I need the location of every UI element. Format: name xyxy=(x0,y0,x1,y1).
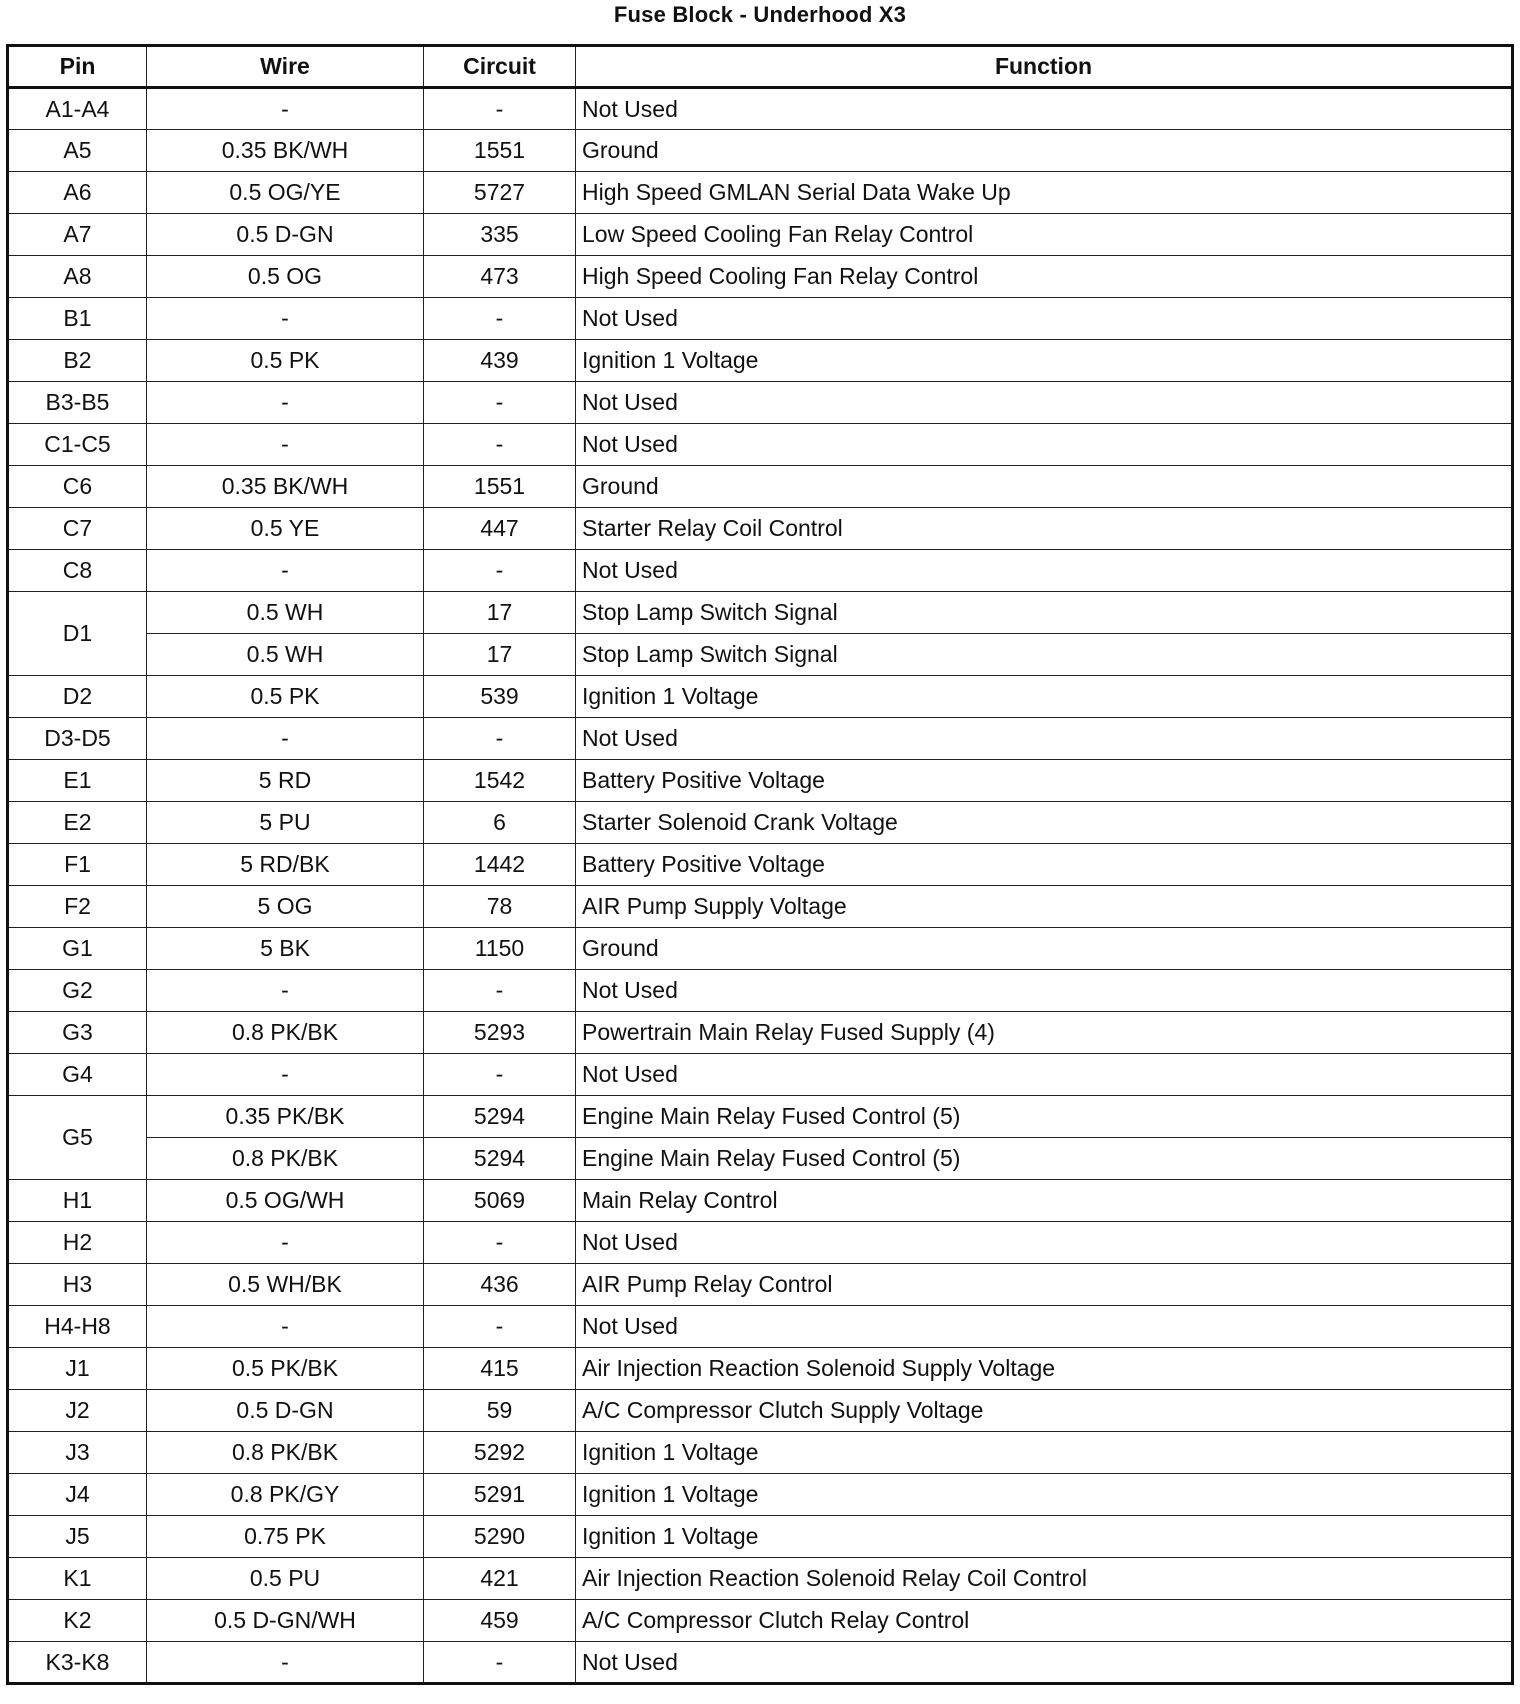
cell-function: Powertrain Main Relay Fused Supply (4) xyxy=(576,1012,1513,1054)
cell-wire: - xyxy=(147,970,424,1012)
cell-circuit: 1150 xyxy=(424,928,576,970)
cell-wire: 0.5 OG/YE xyxy=(147,172,424,214)
cell-circuit: 5291 xyxy=(424,1474,576,1516)
cell-circuit: 1442 xyxy=(424,844,576,886)
cell-pin: E2 xyxy=(8,802,147,844)
cell-function: Ignition 1 Voltage xyxy=(576,1516,1513,1558)
cell-function: Not Used xyxy=(576,382,1513,424)
cell-function: Air Injection Reaction Solenoid Supply Voltage xyxy=(576,1348,1513,1390)
table-row xyxy=(8,1306,1513,1348)
header-row xyxy=(8,46,1513,88)
cell-wire: 5 OG xyxy=(147,886,424,928)
table-body xyxy=(8,88,1513,1684)
table-row xyxy=(8,130,1513,172)
table-row xyxy=(8,256,1513,298)
cell-circuit: 436 xyxy=(424,1264,576,1306)
cell-function: Ground xyxy=(576,466,1513,508)
table-row xyxy=(8,382,1513,424)
cell-function: Starter Solenoid Crank Voltage xyxy=(576,802,1513,844)
cell-circuit: - xyxy=(424,88,576,130)
cell-pin: C8 xyxy=(8,550,147,592)
cell-pin: A7 xyxy=(8,214,147,256)
cell-circuit: - xyxy=(424,550,576,592)
cell-circuit: 6 xyxy=(424,802,576,844)
cell-circuit: 1542 xyxy=(424,760,576,802)
cell-function: Not Used xyxy=(576,298,1513,340)
cell-wire: 0.5 PK xyxy=(147,340,424,382)
cell-circuit: 459 xyxy=(424,1600,576,1642)
cell-function: Not Used xyxy=(576,1054,1513,1096)
cell-wire: 0.5 YE xyxy=(147,508,424,550)
cell-wire: 0.8 PK/BK xyxy=(147,1012,424,1054)
table-row xyxy=(8,1138,1513,1180)
cell-circuit: 539 xyxy=(424,676,576,718)
cell-pin: B1 xyxy=(8,298,147,340)
cell-pin: B2 xyxy=(8,340,147,382)
cell-pin: K1 xyxy=(8,1558,147,1600)
cell-circuit: - xyxy=(424,1642,576,1684)
cell-pin: K2 xyxy=(8,1600,147,1642)
cell-function: AIR Pump Relay Control xyxy=(576,1264,1513,1306)
table-row xyxy=(8,1054,1513,1096)
cell-pin: D3-D5 xyxy=(8,718,147,760)
cell-pin: J3 xyxy=(8,1432,147,1474)
cell-wire: - xyxy=(147,1222,424,1264)
cell-pin: G3 xyxy=(8,1012,147,1054)
cell-wire: 0.35 BK/WH xyxy=(147,466,424,508)
cell-circuit: - xyxy=(424,382,576,424)
cell-circuit: 5294 xyxy=(424,1096,576,1138)
table-row xyxy=(8,1432,1513,1474)
cell-pin: G1 xyxy=(8,928,147,970)
cell-function: Not Used xyxy=(576,424,1513,466)
table-row xyxy=(8,1390,1513,1432)
cell-circuit: 415 xyxy=(424,1348,576,1390)
cell-circuit: 439 xyxy=(424,340,576,382)
table-row xyxy=(8,760,1513,802)
table-row xyxy=(8,844,1513,886)
cell-pin: H2 xyxy=(8,1222,147,1264)
cell-circuit: 447 xyxy=(424,508,576,550)
table-row xyxy=(8,1180,1513,1222)
cell-pin: B3-B5 xyxy=(8,382,147,424)
cell-pin: G5 xyxy=(8,1096,147,1180)
cell-wire: 0.8 PK/BK xyxy=(147,1138,424,1180)
cell-circuit: 421 xyxy=(424,1558,576,1600)
cell-pin: J1 xyxy=(8,1348,147,1390)
cell-circuit: 335 xyxy=(424,214,576,256)
cell-function: Starter Relay Coil Control xyxy=(576,508,1513,550)
cell-circuit: - xyxy=(424,424,576,466)
cell-pin: J4 xyxy=(8,1474,147,1516)
cell-function: A/C Compressor Clutch Relay Control xyxy=(576,1600,1513,1642)
cell-wire: 5 BK xyxy=(147,928,424,970)
cell-function: Low Speed Cooling Fan Relay Control xyxy=(576,214,1513,256)
table-row xyxy=(8,1348,1513,1390)
cell-circuit: 78 xyxy=(424,886,576,928)
cell-pin: A8 xyxy=(8,256,147,298)
table-row xyxy=(8,886,1513,928)
cell-wire: 0.5 OG xyxy=(147,256,424,298)
cell-circuit: - xyxy=(424,718,576,760)
cell-pin: H4-H8 xyxy=(8,1306,147,1348)
table-row xyxy=(8,970,1513,1012)
cell-function: Air Injection Reaction Solenoid Relay Coil Control xyxy=(576,1558,1513,1600)
table-row xyxy=(8,802,1513,844)
cell-pin: A6 xyxy=(8,172,147,214)
cell-pin: F1 xyxy=(8,844,147,886)
cell-pin: D2 xyxy=(8,676,147,718)
header-pin: Pin xyxy=(8,46,147,88)
table-row xyxy=(8,424,1513,466)
cell-circuit: 59 xyxy=(424,1390,576,1432)
table-row xyxy=(8,718,1513,760)
cell-wire: 0.5 PK/BK xyxy=(147,1348,424,1390)
cell-wire: 0.35 BK/WH xyxy=(147,130,424,172)
table-row xyxy=(8,1474,1513,1516)
table-row xyxy=(8,1012,1513,1054)
cell-wire: 0.5 D-GN xyxy=(147,214,424,256)
cell-wire: 0.5 WH xyxy=(147,592,424,634)
cell-wire: 5 RD xyxy=(147,760,424,802)
cell-pin: G4 xyxy=(8,1054,147,1096)
table-row xyxy=(8,340,1513,382)
cell-function: Not Used xyxy=(576,1222,1513,1264)
cell-wire: - xyxy=(147,1642,424,1684)
cell-circuit: 1551 xyxy=(424,466,576,508)
cell-wire: 0.35 PK/BK xyxy=(147,1096,424,1138)
cell-circuit: - xyxy=(424,1054,576,1096)
document-title: Fuse Block - Underhood X3 xyxy=(613,2,907,27)
cell-function: Not Used xyxy=(576,970,1513,1012)
table-row xyxy=(8,1600,1513,1642)
header-function: Function xyxy=(576,46,1513,88)
cell-pin: F2 xyxy=(8,886,147,928)
cell-pin: D1 xyxy=(8,592,147,676)
cell-wire: 0.5 OG/WH xyxy=(147,1180,424,1222)
table-row xyxy=(8,214,1513,256)
cell-wire: - xyxy=(147,88,424,130)
cell-circuit: 5294 xyxy=(424,1138,576,1180)
cell-circuit: 17 xyxy=(424,634,576,676)
cell-wire: 5 RD/BK xyxy=(147,844,424,886)
cell-circuit: 5292 xyxy=(424,1432,576,1474)
table-row xyxy=(8,466,1513,508)
cell-function: Not Used xyxy=(576,1306,1513,1348)
cell-pin: A1-A4 xyxy=(8,88,147,130)
cell-function: Not Used xyxy=(576,550,1513,592)
cell-function: High Speed Cooling Fan Relay Control xyxy=(576,256,1513,298)
header-wire: Wire xyxy=(147,46,424,88)
cell-wire: - xyxy=(147,1306,424,1348)
cell-circuit: - xyxy=(424,1306,576,1348)
cell-function: Battery Positive Voltage xyxy=(576,844,1513,886)
table-row xyxy=(8,1222,1513,1264)
cell-wire: - xyxy=(147,382,424,424)
table-header xyxy=(8,46,1513,88)
cell-function: Ignition 1 Voltage xyxy=(576,340,1513,382)
cell-circuit: - xyxy=(424,970,576,1012)
table-row xyxy=(8,298,1513,340)
cell-function: Engine Main Relay Fused Control (5) xyxy=(576,1096,1513,1138)
table-row xyxy=(8,88,1513,130)
cell-circuit: 5727 xyxy=(424,172,576,214)
cell-circuit: 5290 xyxy=(424,1516,576,1558)
cell-wire: - xyxy=(147,298,424,340)
table-row xyxy=(8,172,1513,214)
cell-pin: H3 xyxy=(8,1264,147,1306)
cell-function: High Speed GMLAN Serial Data Wake Up xyxy=(576,172,1513,214)
cell-pin: G2 xyxy=(8,970,147,1012)
cell-pin: H1 xyxy=(8,1180,147,1222)
cell-function: Ignition 1 Voltage xyxy=(576,1474,1513,1516)
cell-wire: 5 PU xyxy=(147,802,424,844)
table-row xyxy=(8,1264,1513,1306)
cell-circuit: - xyxy=(424,1222,576,1264)
connector-pinout-table xyxy=(6,44,1514,1685)
cell-circuit: 473 xyxy=(424,256,576,298)
cell-circuit: 17 xyxy=(424,592,576,634)
cell-function: Ignition 1 Voltage xyxy=(576,1432,1513,1474)
cell-function: A/C Compressor Clutch Supply Voltage xyxy=(576,1390,1513,1432)
cell-function: Not Used xyxy=(576,718,1513,760)
cell-function: Not Used xyxy=(576,88,1513,130)
cell-pin: E1 xyxy=(8,760,147,802)
cell-function: Battery Positive Voltage xyxy=(576,760,1513,802)
cell-pin: C1-C5 xyxy=(8,424,147,466)
cell-wire: 0.75 PK xyxy=(147,1516,424,1558)
table-row xyxy=(8,634,1513,676)
cell-wire: 0.8 PK/GY xyxy=(147,1474,424,1516)
table-row xyxy=(8,1096,1513,1138)
cell-pin: C7 xyxy=(8,508,147,550)
table-row xyxy=(8,508,1513,550)
cell-pin: J2 xyxy=(8,1390,147,1432)
cell-function: AIR Pump Supply Voltage xyxy=(576,886,1513,928)
cell-circuit: 1551 xyxy=(424,130,576,172)
cell-function: Stop Lamp Switch Signal xyxy=(576,634,1513,676)
table-row xyxy=(8,676,1513,718)
cell-function: Not Used xyxy=(576,1642,1513,1684)
header-circuit: Circuit xyxy=(424,46,576,88)
cell-wire: 0.8 PK/BK xyxy=(147,1432,424,1474)
cell-wire: 0.5 WH/BK xyxy=(147,1264,424,1306)
cell-function: Engine Main Relay Fused Control (5) xyxy=(576,1138,1513,1180)
cell-circuit: - xyxy=(424,298,576,340)
cell-wire: 0.5 D-GN xyxy=(147,1390,424,1432)
cell-wire: 0.5 WH xyxy=(147,634,424,676)
cell-wire: - xyxy=(147,424,424,466)
table-row xyxy=(8,1516,1513,1558)
table-row xyxy=(8,1558,1513,1600)
table-row xyxy=(8,1642,1513,1684)
cell-circuit: 5069 xyxy=(424,1180,576,1222)
table-row xyxy=(8,928,1513,970)
cell-pin: K3-K8 xyxy=(8,1642,147,1684)
table-row xyxy=(8,550,1513,592)
cell-wire: 0.5 D-GN/WH xyxy=(147,1600,424,1642)
cell-circuit: 5293 xyxy=(424,1012,576,1054)
cell-pin: J5 xyxy=(8,1516,147,1558)
cell-function: Ground xyxy=(576,928,1513,970)
cell-function: Stop Lamp Switch Signal xyxy=(576,592,1513,634)
cell-pin: C6 xyxy=(8,466,147,508)
cell-wire: - xyxy=(147,1054,424,1096)
cell-wire: 0.5 PU xyxy=(147,1558,424,1600)
cell-wire: - xyxy=(147,718,424,760)
cell-wire: 0.5 PK xyxy=(147,676,424,718)
cell-function: Ignition 1 Voltage xyxy=(576,676,1513,718)
cell-wire: - xyxy=(147,550,424,592)
cell-function: Main Relay Control xyxy=(576,1180,1513,1222)
cell-pin: A5 xyxy=(8,130,147,172)
table-row xyxy=(8,592,1513,634)
cell-function: Ground xyxy=(576,130,1513,172)
